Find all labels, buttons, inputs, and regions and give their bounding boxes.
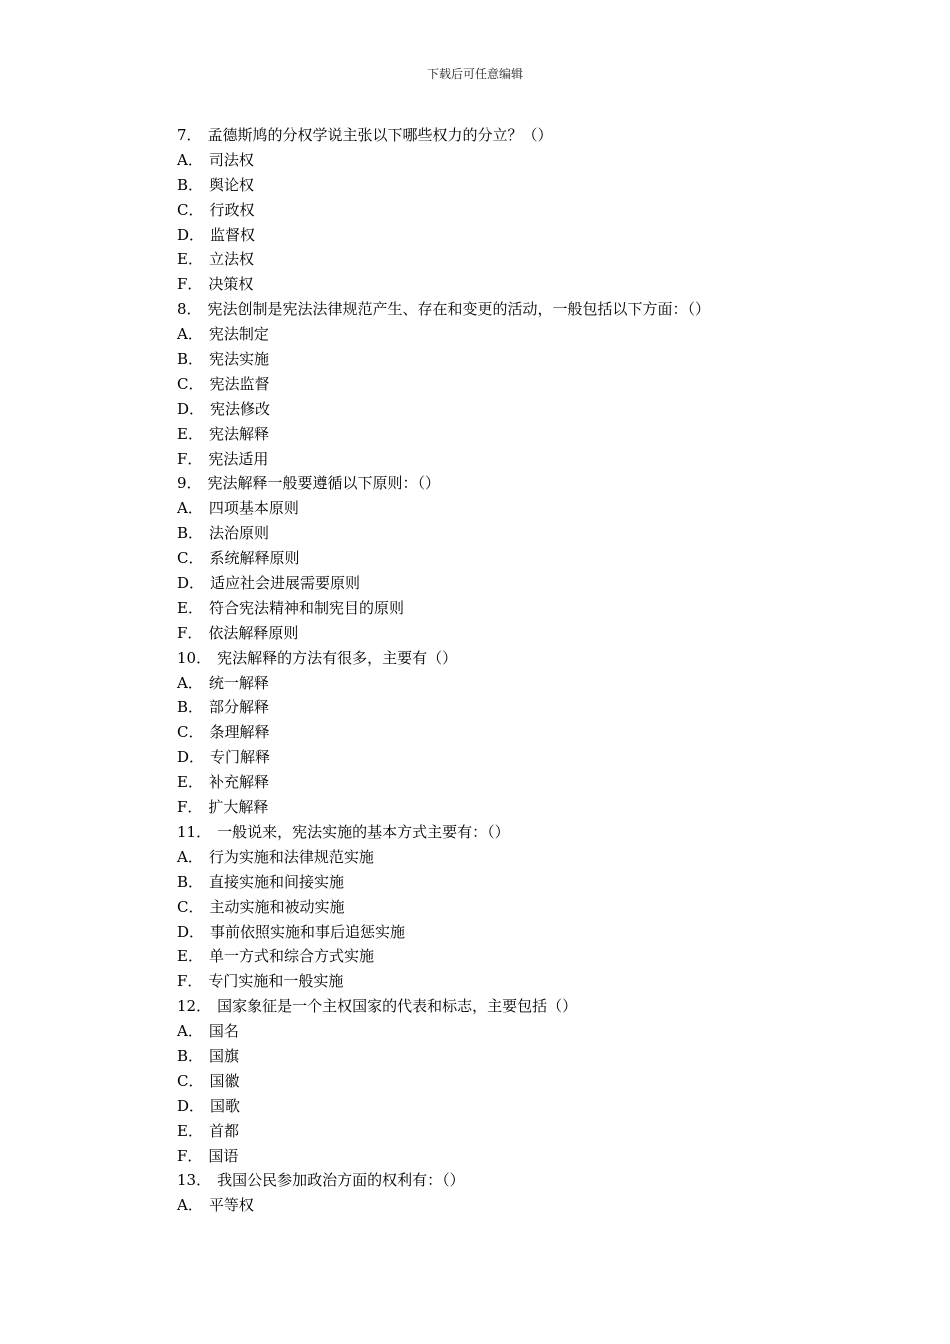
option-9a — [177, 496, 877, 521]
question-number: 12． — [177, 997, 212, 1016]
option-7f — [177, 272, 877, 297]
option-letter: E． — [177, 250, 203, 269]
option-letter: A． — [177, 499, 203, 518]
option-text: 符合宪法精神和制宪目的原则 — [208, 598, 404, 617]
option-7a — [177, 148, 877, 173]
option-letter: F． — [177, 449, 203, 468]
option-text: 司法权 — [208, 150, 254, 169]
option-13a — [177, 1193, 877, 1218]
option-text: 宪法实施 — [209, 350, 270, 369]
option-10d — [177, 745, 877, 770]
question-text: 孟德斯鸠的分权学说主张以下哪些权力的分立？（） — [207, 126, 553, 144]
option-letter: A． — [177, 325, 203, 344]
option-letter: C． — [177, 549, 204, 568]
option-text: 适应社会进展需要原则 — [210, 574, 361, 593]
question-9 — [177, 471, 877, 496]
option-letter: C． — [177, 374, 204, 393]
option-letter: E． — [177, 1121, 203, 1140]
option-text: 决策权 — [208, 275, 254, 294]
option-12c — [177, 1069, 877, 1094]
option-7c — [177, 198, 877, 223]
question-number: 10． — [177, 648, 212, 667]
option-text: 补充解释 — [208, 773, 269, 792]
option-text: 监督权 — [210, 225, 256, 244]
question-number: 7． — [177, 126, 202, 144]
option-text: 国歌 — [210, 1096, 241, 1115]
option-text: 扩大解释 — [208, 798, 269, 817]
option-letter: F． — [177, 972, 203, 991]
option-7e — [177, 247, 877, 272]
option-text: 法治原则 — [209, 524, 270, 543]
option-11d — [177, 920, 877, 945]
option-letter: F． — [177, 623, 203, 642]
option-text: 宪法解释 — [208, 424, 269, 443]
option-text: 部分解释 — [209, 698, 270, 717]
question-text: 宪法解释一般要遵循以下原则：（） — [207, 474, 441, 493]
option-letter: F． — [177, 1146, 203, 1165]
option-letter: D． — [177, 1096, 205, 1115]
option-text: 统一解释 — [208, 673, 269, 692]
option-9f — [177, 621, 877, 646]
option-letter: B． — [177, 524, 204, 543]
option-12a — [177, 1019, 877, 1044]
option-12b — [177, 1044, 877, 1069]
option-10e — [177, 770, 877, 795]
option-letter: A． — [177, 150, 203, 169]
option-text: 单一方式和综合方式实施 — [208, 947, 374, 966]
option-text: 国语 — [208, 1146, 239, 1165]
option-letter: B． — [177, 350, 204, 369]
option-text: 行政权 — [209, 200, 255, 219]
option-text: 国名 — [208, 1022, 239, 1041]
option-text: 首都 — [208, 1121, 239, 1140]
option-text: 宪法修改 — [210, 399, 271, 418]
option-letter: F． — [177, 275, 203, 294]
option-9b — [177, 521, 877, 546]
option-text: 宪法制定 — [208, 325, 269, 344]
question-text: 一般说来，宪法实施的基本方式主要有：（） — [217, 822, 510, 841]
option-10a — [177, 671, 877, 696]
option-letter: C． — [177, 200, 204, 219]
option-8d — [177, 397, 877, 422]
option-7d — [177, 223, 877, 248]
question-number: 13． — [177, 1171, 212, 1190]
option-letter: A． — [177, 847, 203, 866]
question-8 — [177, 297, 877, 322]
question-number: 11． — [177, 822, 212, 841]
option-text: 系统解释原则 — [209, 549, 300, 568]
option-text: 依法解释原则 — [208, 623, 299, 642]
option-letter: A． — [177, 1022, 203, 1041]
option-10b — [177, 695, 877, 720]
option-letter: D． — [177, 748, 205, 767]
question-text: 国家象征是一个主权国家的代表和标志，主要包括（） — [217, 997, 578, 1016]
option-letter: B． — [177, 175, 204, 194]
option-letter: C． — [177, 897, 204, 916]
option-10c — [177, 720, 877, 745]
option-8f — [177, 447, 877, 472]
question-12 — [177, 994, 877, 1019]
option-letter: B． — [177, 1046, 204, 1065]
option-11a — [177, 845, 877, 870]
option-11f — [177, 969, 877, 994]
option-text: 宪法适用 — [208, 449, 269, 468]
option-letter: E． — [177, 424, 203, 443]
option-7b — [177, 173, 877, 198]
option-11c — [177, 895, 877, 920]
question-11 — [177, 820, 877, 845]
option-letter: E． — [177, 773, 203, 792]
question-text: 宪法创制是宪法法律规范产生、存在和变更的活动，一般包括以下方面：（） — [207, 300, 711, 319]
option-text: 舆论权 — [209, 175, 255, 194]
option-11b — [177, 870, 877, 895]
option-letter: B． — [177, 698, 204, 717]
question-list — [177, 123, 877, 1218]
option-text: 专门实施和一般实施 — [208, 972, 344, 991]
option-letter: D． — [177, 225, 205, 244]
option-text: 行为实施和法律规范实施 — [208, 847, 374, 866]
option-8b — [177, 347, 877, 372]
option-text: 国徽 — [209, 1071, 240, 1090]
option-letter: A． — [177, 673, 203, 692]
question-text: 宪法解释的方法有很多，主要有（） — [217, 648, 458, 667]
option-text: 主动实施和被动实施 — [209, 897, 345, 916]
option-text: 平等权 — [208, 1196, 254, 1215]
option-text: 专门解释 — [210, 748, 271, 767]
option-9d — [177, 571, 877, 596]
question-7 — [177, 123, 877, 148]
option-letter: A． — [177, 1196, 203, 1215]
option-letter: C． — [177, 723, 204, 742]
option-12e — [177, 1119, 877, 1144]
option-letter: D． — [177, 574, 205, 593]
question-13 — [177, 1168, 877, 1193]
option-letter: E． — [177, 598, 203, 617]
question-10 — [177, 646, 877, 671]
option-text: 条理解释 — [209, 723, 270, 742]
option-text: 国旗 — [209, 1046, 240, 1065]
option-letter: D． — [177, 399, 205, 418]
option-8a — [177, 322, 877, 347]
option-text: 四项基本原则 — [208, 499, 299, 518]
option-12d — [177, 1094, 877, 1119]
option-12f — [177, 1144, 877, 1169]
option-text: 直接实施和间接实施 — [209, 872, 345, 891]
option-10f — [177, 795, 877, 820]
option-text: 事前依照实施和事后追惩实施 — [210, 922, 406, 941]
option-letter: D． — [177, 922, 205, 941]
option-letter: F． — [177, 798, 203, 817]
question-text: 我国公民参加政治方面的权利有：（） — [217, 1171, 465, 1190]
option-letter: B． — [177, 872, 204, 891]
option-8c — [177, 372, 877, 397]
option-8e — [177, 422, 877, 447]
question-number: 8． — [177, 300, 202, 319]
option-letter: C． — [177, 1071, 204, 1090]
option-text: 宪法监督 — [209, 374, 270, 393]
option-9e — [177, 596, 877, 621]
option-11e — [177, 944, 877, 969]
option-text: 立法权 — [208, 250, 254, 269]
option-9c — [177, 546, 877, 571]
page-header-note: 下载后可任意编辑 — [426, 67, 523, 81]
question-number: 9． — [177, 474, 202, 493]
option-letter: E． — [177, 947, 203, 966]
